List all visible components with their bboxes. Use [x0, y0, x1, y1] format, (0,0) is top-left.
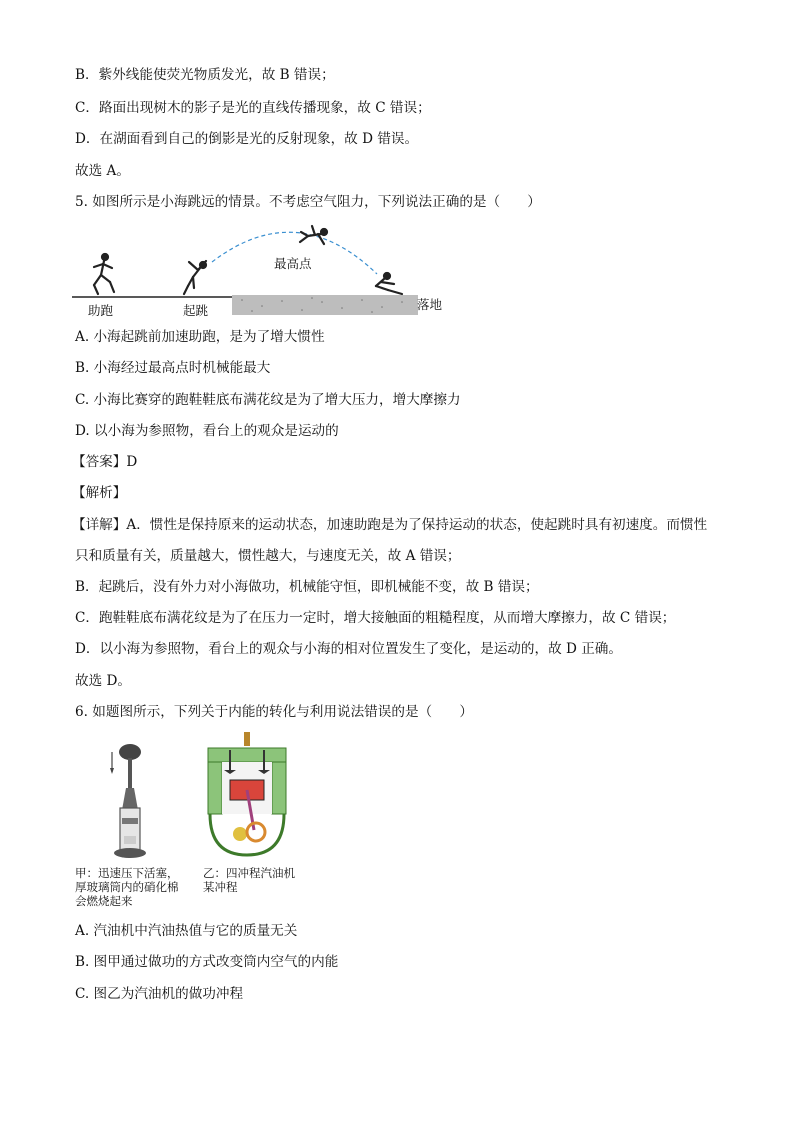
long-jump-figure [72, 222, 452, 322]
detail-a-part2: 只和质量有关，质量越大，惯性越大，与速度无关，故 A 错误； [75, 548, 461, 564]
q6-option-c: C. 图乙为汽油机的做功冲程 [75, 986, 244, 1002]
q6-stem: 6. 如题图所示，下列关于内能的转化与利用说法错误的是（ ） [75, 704, 473, 720]
detail-b: B．起跳后，没有外力对小海做功，机械能守恒，即机械能不变，故 B 错误； [75, 579, 539, 595]
detail-line-1 [72, 516, 707, 534]
detail-d: D．以小海为参照物，看台上的观众与小海的相对位置发生了变化，是运动的，故 D 正确。 [75, 641, 622, 657]
q5-conclusion: 故选 D。 [75, 673, 132, 689]
compression-tube-illustration [100, 740, 160, 865]
detail-a-part1: A．惯性是保持原来的运动状态，加速助跑是为了保持运动的状态，使起跳时具有初速度。而惯性 [126, 517, 708, 533]
engine-illustration [200, 730, 295, 865]
q5-option-b: B. 小海经过最高点时机械能最大 [75, 360, 271, 376]
long-jump-illustration [72, 222, 452, 322]
q6-option-b: B. 图甲通过做功的方式改变筒内空气的内能 [75, 954, 339, 970]
caption-figure-b: 乙：四冲程汽油机某冲程 [203, 866, 295, 894]
q6-option-a: A. 汽油机中汽油热值与它的质量无关 [75, 923, 298, 939]
analysis-tag: 【解析】 [72, 485, 127, 501]
q5-stem: 5. 如图所示是小海跳远的情景。不考虑空气阻力，下列说法正确的是（ ） [75, 194, 541, 210]
q5-option-c: C. 小海比赛穿的跑鞋鞋底布满花纹是为了增大压力，增大摩擦力 [75, 392, 461, 408]
engine-figure [200, 730, 295, 865]
prev-explanation-c: C．路面出现树木的影子是光的直线传播现象，故 C 错误； [75, 100, 431, 116]
answer-line [72, 453, 137, 471]
fig-label-landing: 落地 [417, 297, 443, 312]
compression-tube-figure [100, 740, 160, 865]
prev-explanation-d: D．在湖面看到自己的倒影是光的反射现象，故 D 错误。 [75, 131, 419, 147]
fig-label-run: 助跑 [88, 303, 114, 318]
answer-value: D [126, 454, 138, 470]
prev-explanation-b: B．紫外线能使荧光物质发光，故 B 错误； [75, 67, 335, 83]
detail-tag: 【详解】 [72, 517, 127, 533]
fig-label-peak: 最高点 [274, 256, 312, 271]
fig-label-takeoff: 起跳 [183, 303, 209, 318]
q5-option-a: A. 小海起跳前加速助跑，是为了增大惯性 [75, 329, 325, 345]
answer-tag: 【答案】 [72, 454, 127, 470]
detail-c: C．跑鞋鞋底布满花纹是为了在压力一定时，增大接触面的粗糙程度，从而增大摩擦力，故 C 错误； [75, 610, 676, 626]
q5-option-d: D. 以小海为参照物，看台上的观众是运动的 [75, 423, 339, 439]
caption-figure-a: 甲：迅速压下活塞，厚玻璃筒内的硝化棉会燃烧起来 [75, 866, 179, 908]
prev-conclusion: 故选 A。 [75, 163, 130, 179]
